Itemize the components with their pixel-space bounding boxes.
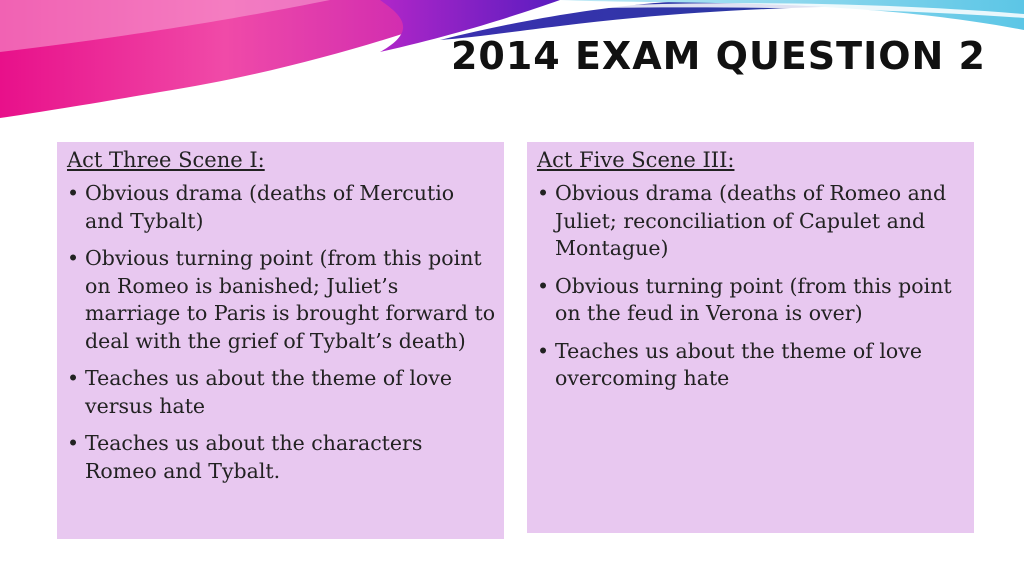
list-item: [537, 180, 966, 263]
bullet-icon: •: [67, 431, 80, 455]
list-item-text: Teaches us about the theme of love overcoming hate: [555, 338, 922, 390]
list-item: [67, 365, 496, 420]
left-panel-act-three-scene-one: [57, 142, 504, 539]
bullet-icon: •: [67, 181, 80, 205]
list-item-text: Teaches us about the theme of love versus hate: [85, 366, 452, 418]
bullet-icon: •: [537, 273, 550, 298]
right-panel-bullet-list: [537, 180, 966, 393]
right-panel-act-five-scene-three: [527, 142, 974, 533]
list-item: [67, 430, 496, 485]
list-item: [67, 180, 496, 235]
list-item-text: Obvious drama (deaths of Mercutio and Tybalt): [85, 181, 455, 233]
list-item: [537, 338, 966, 393]
bullet-icon: •: [537, 181, 550, 205]
bullet-icon: •: [537, 338, 550, 363]
right-panel-heading: Act Five Scene III:: [537, 148, 735, 172]
bullet-icon: •: [67, 246, 80, 270]
list-item-text: Obvious turning point (from this point on the feud in Verona is over): [555, 273, 952, 325]
left-panel-bullet-list: [67, 180, 496, 485]
slide-title: 2014 EXAM QUESTION 2: [450, 34, 986, 78]
bullet-icon: •: [67, 366, 80, 390]
list-item-text: Obvious turning point (from this point on Romeo is banished; Juliet’s marriage to Paris is brought forward to deal with the grief of Tybalt’s death): [85, 246, 496, 353]
left-panel-heading: Act Three Scene I:: [67, 148, 265, 172]
list-item: [537, 273, 966, 328]
list-item: [67, 245, 496, 355]
list-item-text: Teaches us about the characters Romeo and Tybalt.: [85, 431, 423, 483]
list-item-text: Obvious drama (deaths of Romeo and Juliet; reconciliation of Capulet and Montague): [555, 181, 947, 260]
